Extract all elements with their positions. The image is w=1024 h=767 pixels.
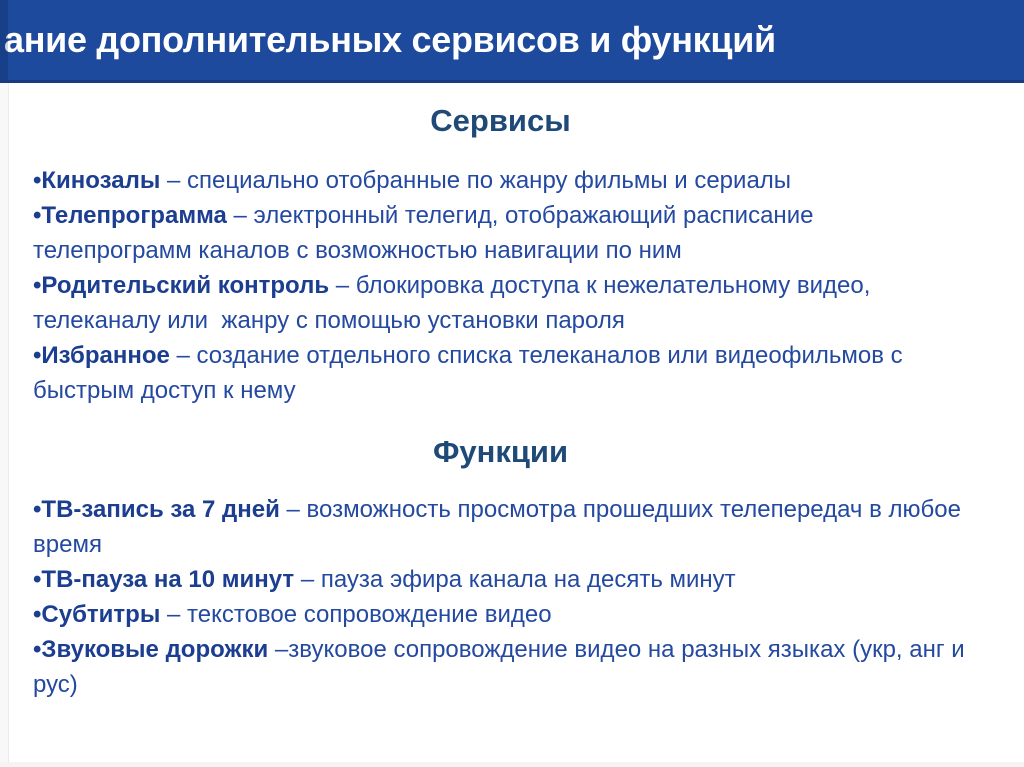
bullet-icon: • — [33, 496, 42, 523]
item-desc: – создание отдельного списка телеканалов или видеофильмов с быстрым доступ к нему — [33, 342, 910, 404]
item-term: Звуковые дорожки — [41, 636, 269, 663]
item-desc: – текстовое сопровождение видео — [160, 601, 552, 628]
item-term: Избранное — [41, 342, 170, 369]
slide-left-edge — [0, 83, 9, 767]
bullet-icon: • — [33, 202, 42, 229]
item-term: Родительский контроль — [41, 272, 330, 299]
item-term: ТВ-запись за 7 дней — [41, 496, 280, 523]
item-term: Субтитры — [41, 601, 161, 628]
bullet-icon: • — [33, 167, 42, 194]
item-desc: – пауза эфира канала на десять минут — [294, 566, 736, 593]
bullet-icon: • — [33, 636, 42, 663]
functions-list — [33, 492, 972, 702]
header-left-edge-shade — [0, 0, 8, 80]
bullet-icon: • — [33, 272, 42, 299]
item-desc: – электронный телегид, отображающий расписание телепрограмм каналов с возможностью навигации по ним — [33, 202, 821, 264]
bullet-icon: • — [33, 601, 42, 628]
item-desc: –звуковое сопровождение видео на разных языках (укр, анг и рус) — [33, 636, 972, 698]
item-term: ТВ-пауза на 10 минут — [41, 566, 295, 593]
section-heading-functions: Функции — [432, 434, 569, 469]
slide-bottom-edge — [0, 762, 1024, 767]
list-item — [33, 492, 968, 562]
bullet-icon: • — [33, 342, 42, 369]
list-item — [33, 632, 972, 702]
list-item — [33, 198, 968, 268]
item-desc: – блокировка доступа к нежелательному видео, телеканалу или жанру с помощью установки пароля — [33, 272, 878, 334]
list-item — [33, 163, 968, 198]
bullet-icon: • — [33, 566, 42, 593]
item-term: Кинозалы — [41, 167, 161, 194]
slide-title: ание дополнительных сервисов и функций — [4, 19, 776, 60]
services-list — [33, 163, 968, 408]
item-desc: – возможность просмотра прошедших телепередач в любое время — [33, 496, 968, 558]
section-heading-services: Сервисы — [430, 103, 571, 138]
list-item — [33, 338, 968, 408]
list-item — [33, 268, 968, 338]
list-item — [33, 562, 968, 597]
slide-header — [0, 0, 1024, 83]
list-item — [33, 597, 968, 632]
item-term: Телепрограмма — [41, 202, 227, 229]
slide-body — [0, 99, 1024, 702]
item-desc: – специально отобранные по жанру фильмы и сериалы — [160, 167, 792, 194]
